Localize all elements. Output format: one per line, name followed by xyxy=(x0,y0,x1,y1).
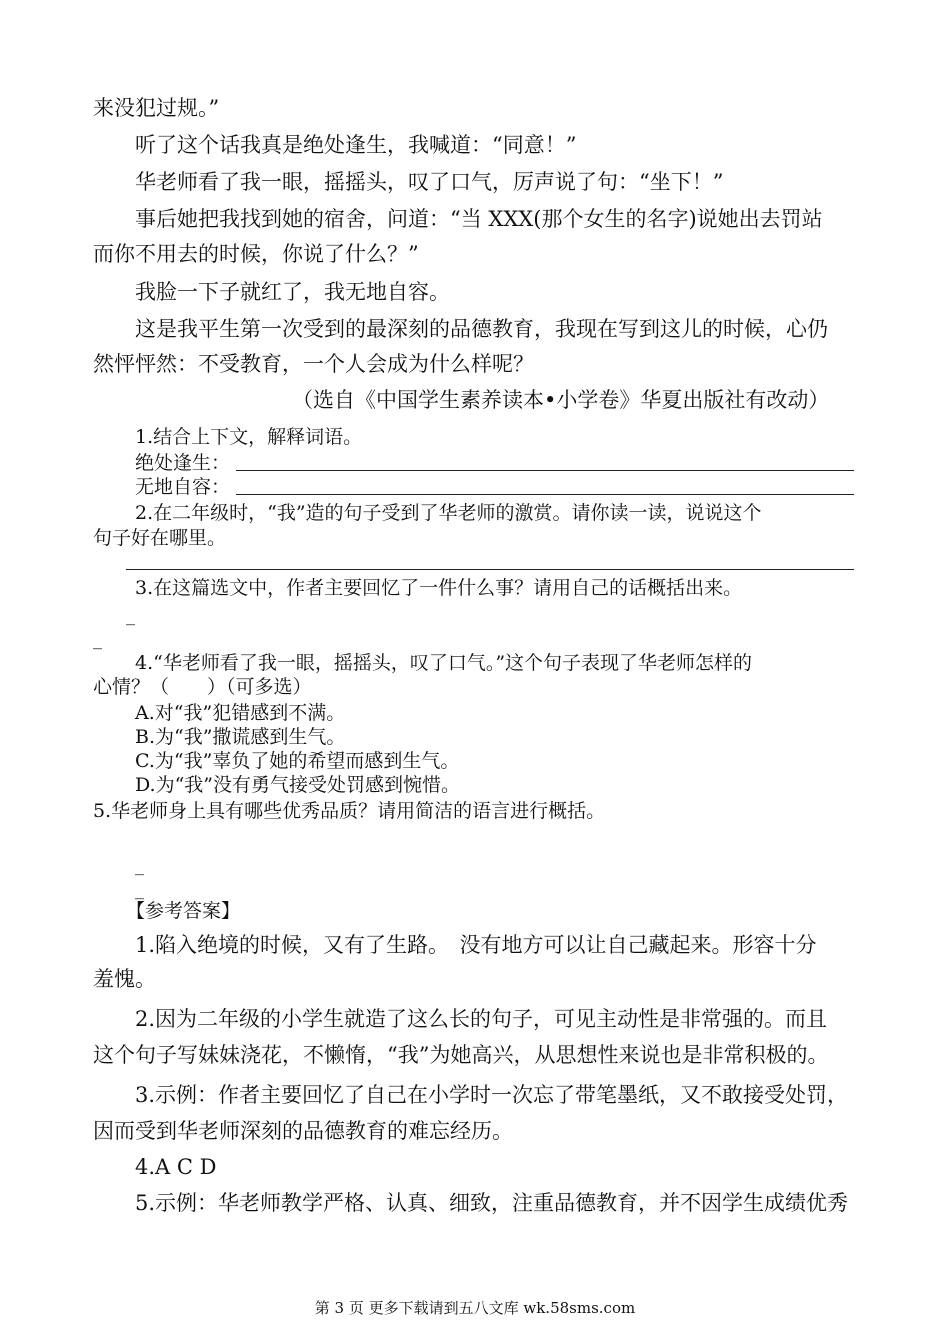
question-1: 1.结合上下文，解释词语。 xyxy=(135,426,363,448)
story-line: 而你不用去的时候，你说了什么？” xyxy=(93,242,419,266)
answer-blank-line[interactable] xyxy=(126,569,854,570)
answer-dash: _ xyxy=(93,629,102,650)
answer-dash: _ xyxy=(135,855,144,876)
story-line: 来没犯过规。” xyxy=(93,96,220,120)
answer-dash: _ xyxy=(135,879,144,900)
option-b: B.为“我”撒谎感到生气。 xyxy=(135,726,346,748)
option-d: D.为“我”没有勇气接受处罚感到惋惜。 xyxy=(135,774,461,796)
option-c: C.为“我”辜负了她的希望而感到生气。 xyxy=(135,750,460,772)
source-citation: （选自《中国学生素养读本•小学卷》华夏出版社有改动） xyxy=(292,388,830,412)
story-line: 华老师看了我一眼，摇摇头，叹了口气，厉声说了句：“坐下！” xyxy=(135,170,724,194)
question-3: 3.在这篇选文中，作者主要回忆了一件什么事？请用自己的话概括出来。 xyxy=(135,577,743,599)
story-line: 我脸一下子就红了，我无地自容。 xyxy=(135,280,450,304)
story-line: 然怦怦然：不受教育，一个人会成为什么样呢？ xyxy=(93,352,534,376)
answer-line: 这个句子写妹妹浇花，不懒惰，“我”为她高兴，从思想性来说也是非常积极的。 xyxy=(93,1043,829,1067)
answer-line: 1.陷入绝境的时候，又有了生路。 没有地方可以让自己藏起来。形容十分 xyxy=(135,933,817,957)
answers-heading: 【参考答案】 xyxy=(126,900,241,922)
page-footer: 第 3 页 更多下载请到五八文库 wk.58sms.com xyxy=(314,1299,636,1317)
story-line: 这是我平生第一次受到的最深刻的品德教育，我现在写到这儿的时候，心仍 xyxy=(135,317,828,341)
word-label: 无地自容： xyxy=(135,476,231,498)
question-5: 5.华老师身上具有哪些优秀品质？请用简洁的语言进行概括。 xyxy=(93,800,606,822)
story-line: 听了这个话我真是绝处逢生，我喊道：“同意！” xyxy=(135,133,577,157)
answer-line: 5.示例：华老师教学严格、认真、细致，注重品德教育，并不因学生成绩优秀 xyxy=(135,1191,849,1215)
answer-line: 因而受到华老师深刻的品德教育的难忘经历。 xyxy=(93,1119,513,1143)
answer-line: 羞愧。 xyxy=(93,967,156,991)
story-line: 事后她把我找到她的宿舍，问道：“当 XXX(那个女生的名字)说她出去罚站 xyxy=(135,207,823,231)
word-label: 绝处逢生： xyxy=(135,452,231,474)
answer-line: 2.因为二年级的小学生就造了这么长的句子，可见主动性是非常强的。而且 xyxy=(135,1007,828,1031)
question-4: 4.“华老师看了我一眼，摇摇头，叹了口气。”这个句子表现了华老师怎样的 xyxy=(135,652,753,674)
question-2: 2.在二年级时，“我”造的句子受到了华老师的激赏。请你读一读，说说这个 xyxy=(135,502,762,524)
answer-blank-line[interactable] xyxy=(236,470,854,471)
answer-blank-line[interactable] xyxy=(236,494,854,495)
question-2: 句子好在哪里。 xyxy=(93,527,227,549)
answer-dash: _ xyxy=(126,605,135,626)
answer-line: 3.示例：作者主要回忆了自己在小学时一次忘了带笔墨纸，又不敢接受处罚， xyxy=(135,1083,849,1107)
question-4: 心情？（ ）（可多选） xyxy=(93,676,312,698)
option-a: A.对“我”犯错感到不满。 xyxy=(135,702,346,724)
answer-line: 4.A C D xyxy=(135,1155,217,1179)
